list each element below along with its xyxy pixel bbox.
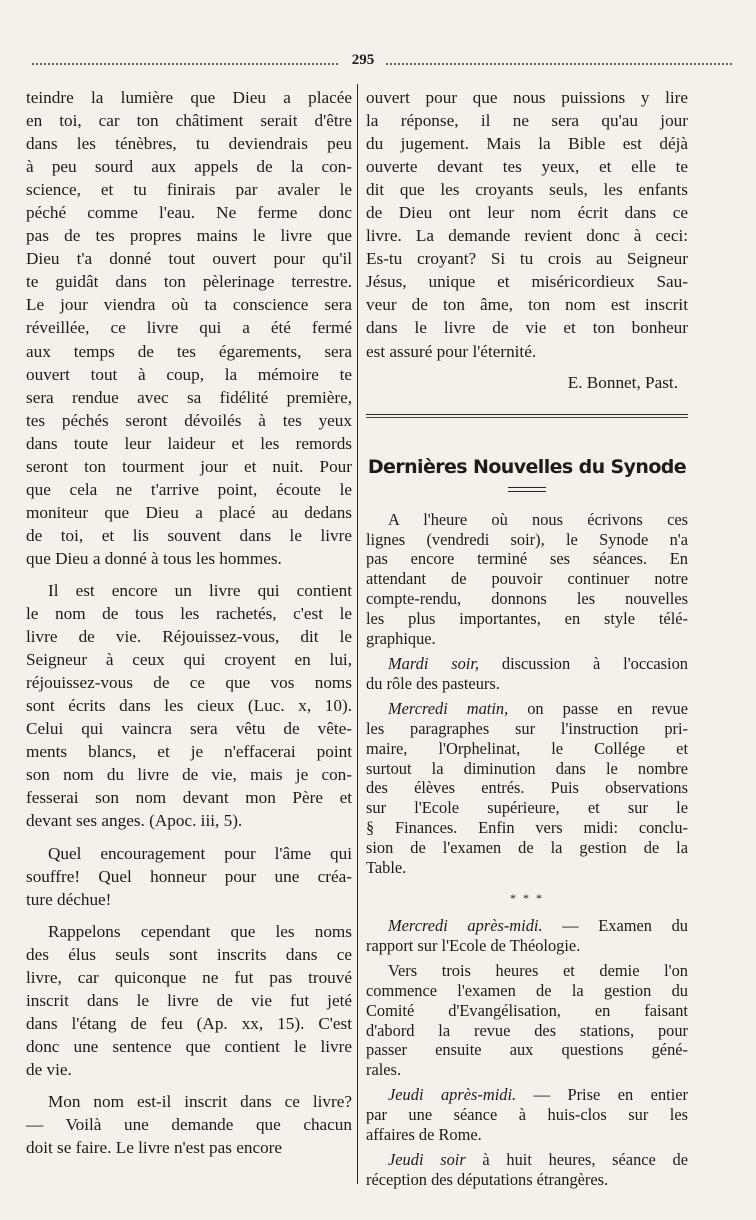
text-line: que cela ne t'arrive point, écoute le	[26, 479, 352, 499]
text-line	[366, 1150, 688, 1170]
text-line: rapport sur l'Ecole de Théologie.	[366, 935, 581, 955]
text-line: péché comme l'eau. Ne ferme donc	[26, 203, 352, 223]
text-line: du rôle des pasteurs.	[366, 673, 500, 693]
signature-text: E. Bonnet, Past.	[567, 372, 678, 392]
text-line: teindre la lumière que Dieu a placée	[26, 88, 352, 107]
text-line: son nom du livre de vie, mais je con-	[26, 765, 352, 785]
text-line: à peu sourd aux appels de la con-	[26, 157, 352, 177]
text-line: réception des députations étrangères.	[366, 1169, 609, 1189]
text-line: Vers trois heures et demie l'on	[388, 960, 688, 980]
header-rule-right	[386, 63, 732, 65]
text-line: pas encore terminé ses séances. En	[366, 549, 688, 569]
paragraph-lead: Jeudi soir	[388, 1149, 466, 1169]
paragraph-lead: Mercredi matin,	[388, 698, 509, 718]
text-line: du jugement. Mais la Bible est déjà	[366, 134, 688, 154]
text-line: Celui qui vaincra sera vêtu de vête-	[26, 719, 352, 739]
text-line: que Dieu a donné à tous les hommes.	[26, 548, 282, 568]
news-paragraph	[366, 916, 688, 956]
text-line: sera rendue avec sa fidélité première,	[26, 387, 352, 407]
section-rule	[366, 414, 688, 415]
text-line: souffre! Quel honneur pour une créa-	[26, 866, 352, 886]
text-line: lignes (vendredi soir), le Synode n'a	[366, 529, 688, 549]
text-line: les plus importantes, en style télé-	[366, 609, 688, 629]
text-line: réveillée, ce livre qui a été fermé	[26, 318, 352, 338]
text-line: Es-tu croyant? Si tu crois au Seigneur	[366, 249, 688, 269]
text-line: doit se faire. Le livre n'est pas encore	[26, 1138, 283, 1158]
text-line: fesserai son nom devant mon Père et	[26, 788, 352, 808]
text-line: la réponse, il ne sera qu'au jour	[366, 111, 688, 131]
paragraph-lead: Jeudi après-midi.	[388, 1085, 517, 1105]
text-line: te guidât dans ton pèlerinage terrestre.	[26, 272, 352, 292]
paragraph	[26, 86, 352, 570]
paragraph	[26, 842, 352, 911]
text-line: dans toute leur laideur et les remords	[26, 433, 352, 453]
paragraph	[26, 579, 352, 833]
text-line: sion de l'examen de la gestion de la	[366, 838, 688, 858]
text-line: — Voilà une demande que chacun	[26, 1115, 352, 1135]
text-line: ouverte devant tes yeux, et elle te	[366, 157, 688, 177]
text-line: aux temps de tes égarements, sera	[26, 341, 352, 361]
page-header	[18, 52, 738, 74]
paragraph-gap	[26, 570, 352, 579]
signature	[366, 371, 688, 394]
text-line: ouvert pour que nous puissions y lire	[366, 88, 688, 107]
text-line: livre, car quiconque ne fut pas trouvé	[26, 967, 352, 987]
text-line: surtout la diminution dans le nombre	[366, 758, 688, 778]
text-line: A l'heure où nous écrivons ces	[388, 509, 688, 529]
text-line: ments blancs, et je n'effacerai point	[26, 742, 352, 762]
paragraph-gap	[26, 1081, 352, 1090]
text-line: inscrit dans le livre de vie fut jeté	[26, 990, 352, 1010]
news-paragraph	[366, 961, 688, 1080]
text-line: réjouissez-vous de ce que vos noms	[26, 673, 352, 693]
text-line: maire, l'Orphelinat, le Collége et	[366, 738, 688, 758]
text-line: devant ses anges. (Apoc. iii, 5).	[26, 811, 243, 831]
text-line: pas de tes propres mains le livre que	[26, 226, 352, 246]
text-line	[366, 654, 688, 674]
paragraph-text: — Prise en entier	[516, 1085, 688, 1105]
section-rule-thin	[366, 417, 688, 418]
text-line: seront ton tourment jour et nuit. Pour	[26, 456, 352, 476]
column-divider	[357, 84, 358, 1184]
text-line: ture déchue!	[26, 889, 112, 909]
right-column	[366, 86, 688, 1190]
news-paragraph	[366, 1150, 688, 1190]
text-line: Comité d'Evangélisation, en faisant	[366, 1000, 688, 1020]
header-rule-left	[32, 63, 338, 65]
text-line: Rappelons cependant que les noms	[48, 921, 352, 941]
text-line: Quel encouragement pour l'âme qui	[48, 843, 352, 863]
text-line: graphique.	[366, 629, 436, 649]
text-line: commence l'examen de la gestion du	[366, 980, 688, 1000]
text-line	[366, 916, 688, 936]
text-line: attendant de pouvoir continuer notre	[366, 569, 688, 589]
section-stars: * * *	[510, 890, 544, 905]
text-line: affaires de Rome.	[366, 1125, 482, 1145]
text-line: Seigneur à ceux qui croyent en lui,	[26, 650, 352, 670]
text-line: compte-rendu, donnons les nouvelles	[366, 589, 688, 609]
text-line: Il est encore un livre qui contient	[48, 580, 352, 600]
paragraph	[26, 920, 352, 1081]
news-section	[366, 510, 688, 878]
text-line: science, et tu finirais par avaler le	[26, 180, 352, 200]
paragraph	[26, 1090, 352, 1159]
text-line: sont écrits dans les cieux (Luc. x, 10).	[26, 696, 352, 716]
news-paragraph	[366, 1085, 688, 1145]
text-line: par une séance à huis-clos sur les	[366, 1105, 688, 1125]
text-line: de Dieu ont leur nom écrit dans ce	[366, 203, 688, 223]
text-line: est assuré pour l'éternité.	[366, 341, 537, 361]
paragraph	[366, 86, 688, 363]
text-line	[366, 1085, 688, 1105]
text-line: passer ensuite aux questions géné-	[366, 1040, 688, 1060]
text-line: dit que les croyants seuls, les enfants	[366, 180, 688, 200]
text-line: le nom de tous les rachetés, c'est le	[26, 604, 352, 624]
page-number: 295	[351, 52, 375, 68]
paragraph-lead: Mercredi après-midi.	[388, 915, 543, 935]
paragraph-gap	[26, 911, 352, 920]
text-line: Le jour viendra où ta conscience sera	[26, 295, 352, 315]
text-line: § Finances. Enfin vers midi: conclu-	[366, 818, 688, 838]
text-line: livre de vie. Réjouissez-vous, dit le	[26, 627, 352, 647]
paragraph-text: à huit heures, séance de	[465, 1149, 688, 1169]
text-line: Jésus, unique et miséricordieux Sau-	[366, 272, 688, 292]
left-column	[26, 86, 352, 1159]
text-line: Table.	[366, 858, 407, 878]
text-line: d'abord la revue des stations, pour	[366, 1020, 688, 1040]
section-title: Dernières Nouvelles du Synode	[367, 455, 687, 478]
paragraph-lead: Mardi soir,	[388, 654, 480, 673]
text-line: en toi, car ton châtiment serait d'être	[26, 111, 352, 131]
news-paragraph	[366, 654, 688, 694]
text-line	[366, 699, 688, 719]
paragraph-text: — Examen du	[542, 915, 688, 935]
text-line: livre. La demande revient donc à ceci:	[366, 226, 688, 246]
text-line: dans les ténèbres, tu deviendrais peu	[26, 134, 352, 154]
paragraph-gap	[26, 833, 352, 842]
news-paragraph	[366, 699, 688, 878]
paragraph-text: discussion à l'occasion	[479, 654, 688, 673]
news-paragraph	[366, 510, 688, 649]
text-line: moniteur que Dieu a placé au dedans	[26, 502, 352, 522]
text-line: de vie.	[26, 1059, 72, 1079]
text-line: donc une sentence que contient le livre	[26, 1036, 352, 1056]
text-line: dans le livre de vie et ton bonheur	[366, 318, 688, 338]
title-ornament	[508, 487, 546, 492]
text-line: rales.	[366, 1060, 402, 1080]
text-line: Dieu t'a donné tout ouvert pour qu'il	[26, 249, 352, 269]
paragraph-text: on passe en revue	[508, 698, 688, 718]
text-line: ouvert tout à coup, la mémoire te	[26, 364, 352, 384]
text-line: veur de ton âme, ton nom est inscrit	[366, 295, 688, 315]
text-line: tes péchés seront dévoilés à tes yeux	[26, 410, 352, 430]
news-section-2	[366, 916, 688, 1190]
text-line: sur l'Ecole supérieure, et sur le	[366, 798, 688, 818]
text-line: les paragraphes sur l'instruction pri-	[366, 718, 688, 738]
text-line: des élus seuls sont inscrits dans ce	[26, 944, 352, 964]
text-line: des élèves entrés. Puis observations	[366, 778, 688, 798]
text-line: Mon nom est-il inscrit dans ce livre?	[48, 1091, 352, 1111]
text-line: de toi, et lis souvent dans le livre	[26, 525, 352, 545]
text-line: dans l'étang de feu (Ap. xx, 15). C'est	[26, 1013, 352, 1033]
